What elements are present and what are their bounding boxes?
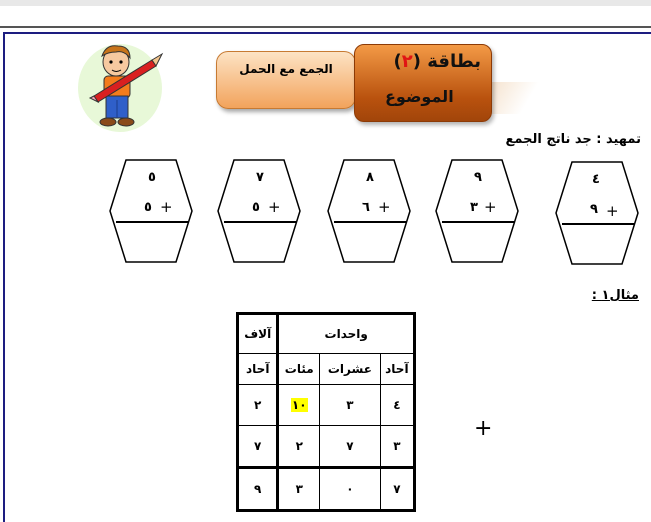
hex-bottom-number: ٣: [470, 200, 478, 215]
hex-problem-4: [434, 158, 520, 264]
hex-bottom-number: ٥: [144, 200, 152, 215]
cell-carry: [278, 385, 320, 426]
card-number-tag: [354, 44, 492, 122]
hex-bottom-number: ٩: [590, 202, 598, 217]
hex-top-number: ٧: [256, 170, 264, 185]
hex-bottom-number: ٥: [252, 200, 260, 215]
hex-top-number: ٨: [366, 170, 374, 185]
hex-problem-5: [554, 160, 640, 266]
hex-bottom-number: ٦: [362, 200, 370, 215]
cell: ٢: [278, 426, 320, 468]
addition-operator: +: [474, 416, 493, 441]
top-toolbar-strip: [0, 0, 651, 6]
units-group-header: واحدات: [278, 314, 415, 354]
col-header-tens: عشرات: [320, 354, 381, 385]
result-cell: ٣: [278, 468, 320, 511]
result-cell: ٧: [380, 468, 414, 511]
plus-sign: +: [606, 202, 619, 220]
cell: ٧: [238, 426, 278, 468]
topic-label: الموضوع: [385, 87, 454, 106]
plus-sign: +: [484, 198, 497, 216]
example-label: مثال١ :: [591, 288, 639, 303]
lesson-title: الجمع مع الحمل: [239, 62, 333, 76]
hex-problem-2: [216, 158, 302, 264]
col-header-ones: آحاد: [380, 354, 414, 385]
hex-top-number: ٤: [592, 172, 600, 187]
result-cell: ٠: [320, 468, 381, 511]
thousands-group-header: آلاف: [238, 314, 278, 354]
cell: ٧: [320, 426, 381, 468]
plus-sign: +: [268, 198, 281, 216]
carry-highlight: ١٠: [291, 398, 307, 412]
lesson-title-tag: [216, 51, 356, 109]
place-value-table: [236, 312, 416, 512]
card-number: ٢: [401, 51, 413, 72]
hex-top-number: ٩: [474, 170, 482, 185]
col-header-thousand-ones: آحاد: [238, 354, 278, 385]
cell: ٣: [320, 385, 381, 426]
plus-sign: +: [160, 198, 173, 216]
hex-top-number: ٥: [148, 170, 156, 185]
intro-instruction: تمهيد : جد ناتج الجمع: [505, 132, 641, 147]
plus-sign: +: [378, 198, 391, 216]
hex-problem-3: [326, 158, 412, 264]
cell: ٣: [380, 426, 414, 468]
card-title: بطاقة (٢): [393, 51, 481, 72]
col-header-hundreds: مئات: [278, 354, 320, 385]
hex-problem-1: [108, 158, 194, 264]
boy-with-pencil-illustration: [76, 40, 164, 132]
result-cell: ٩: [238, 468, 278, 511]
page-top-rule: [0, 26, 651, 28]
cell: ٤: [380, 385, 414, 426]
cell: ٢: [238, 385, 278, 426]
